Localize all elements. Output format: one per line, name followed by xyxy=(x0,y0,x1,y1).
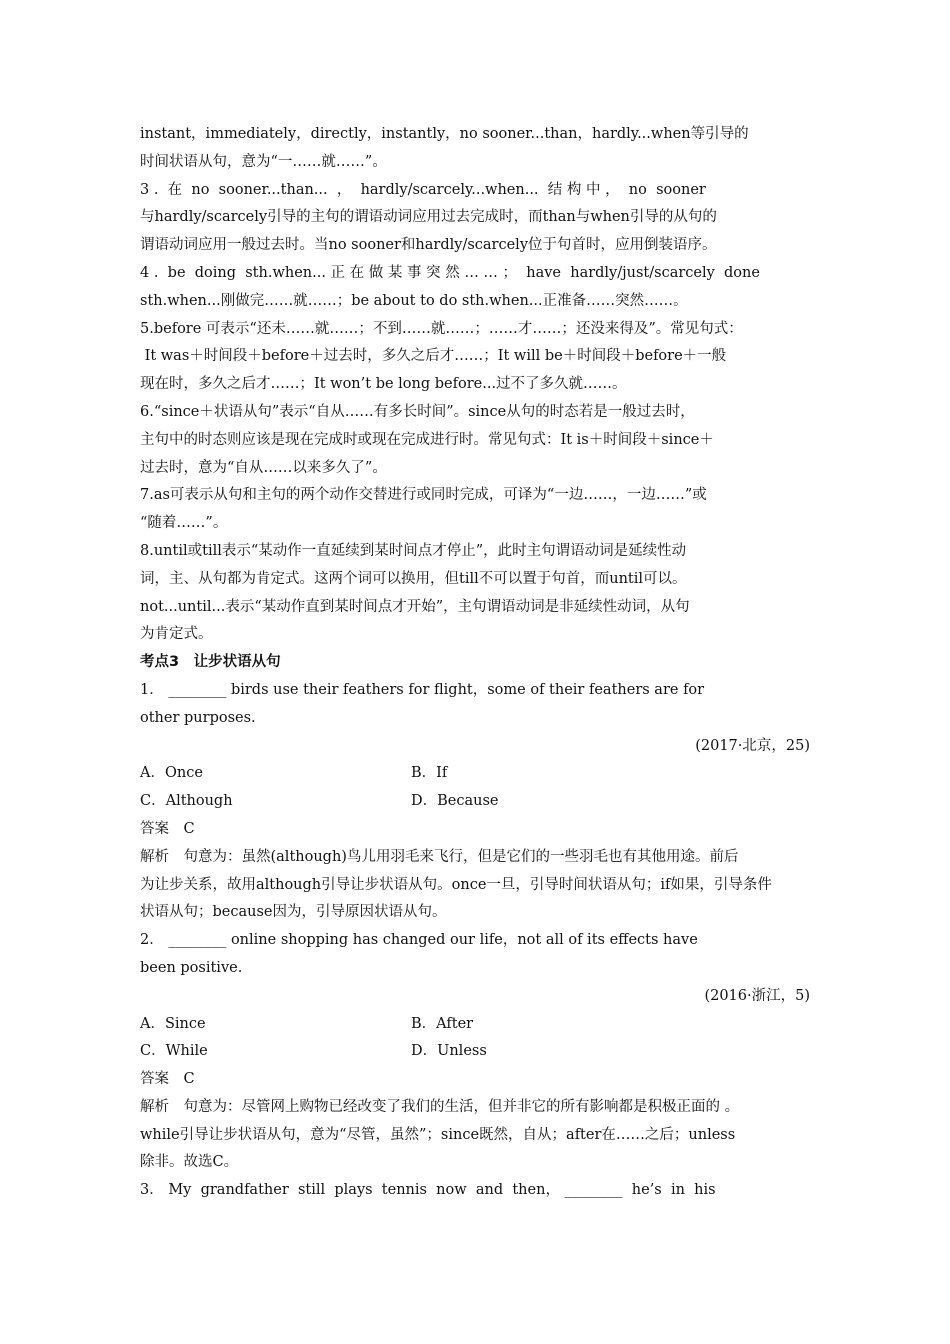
option-c: C．Although xyxy=(140,793,233,810)
question-stem: 1． ________ birds use their feathers for flight，some of their feathers are for xyxy=(140,681,705,698)
question-stem: been positive. xyxy=(140,959,243,976)
question-stem: other purposes. xyxy=(140,709,256,726)
text-line: 与hardly/scarcely引导的主句的谓语动词应用过去完成时，而than与when引导的从句的 xyxy=(140,209,717,226)
text-line: not...until...表示“某动作直到某时间点才开始”，主句谓语动词是非延续性动词，从句 xyxy=(140,598,690,615)
text-line: 7.as可表示从句和主句的两个动作交替进行或同时完成，可译为“一边……，一边……”或 xyxy=(140,487,707,504)
analysis: while引导让步状语从句，意为“尽管，虽然”；since既然，自从；after在……之后；unless xyxy=(140,1126,736,1143)
option-b: B．After xyxy=(411,1015,474,1032)
text-line: 现在时，多久之后才……；It won’t be long before...过不了多久就……。 xyxy=(140,376,627,393)
text-line: 5.before 可表示“还未……就……；不到……就……；……才……；还没来得及”。常见句式： xyxy=(140,320,743,337)
question-3 xyxy=(140,1177,810,1205)
text-line: 主句中的时态则应该是现在完成时或现在完成进行时。常见句式：It is＋时间段＋since＋ xyxy=(140,431,714,448)
question-source: (2017·北京，25) xyxy=(695,737,810,754)
text-line: instant，immediately，directly，instantly，no sooner...than，hardly...when等引导的 xyxy=(140,126,749,142)
text-line: 4 . be doing sth.when... 正 在 做 某 事 突 然 … … ； have hardly/just/scarcely done xyxy=(140,264,760,281)
option-c: C．While xyxy=(140,1043,208,1060)
analysis: 解析 句意为：虽然(although)鸟儿用羽毛来飞行，但是它们的一些羽毛也有其他用途。前后 xyxy=(140,848,739,865)
text-line: 时间状语从句，意为“一……就……”。 xyxy=(140,153,387,170)
question-1 xyxy=(140,677,810,927)
options-row xyxy=(140,1038,810,1066)
question-2 xyxy=(140,927,810,1177)
analysis: 状语从句；because因为，引导原因状语从句。 xyxy=(140,904,447,921)
text-line: 谓语动词应用一般过去时。当no sooner和hardly/scarcely位于句首时，应用倒装语序。 xyxy=(140,237,717,254)
text-line: 词，主、从句都为肯定式。这两个词可以换用，但till不可以置于句首，而until可以。 xyxy=(140,570,687,587)
answer: 答案 C xyxy=(140,820,195,837)
text-line: “随着……”。 xyxy=(140,515,228,532)
text-line: 为肯定式。 xyxy=(140,626,213,643)
option-d: D．Because xyxy=(411,793,499,810)
analysis: 解析 句意为：尽管网上购物已经改变了我们的生活，但并非它的所有影响都是积极正面的 。 xyxy=(140,1098,740,1115)
question-stem: 3． My grandfather still plays tennis now and then， ________ he’s in his xyxy=(140,1182,716,1199)
question-stem: 2． ________ online shopping has changed our life，not all of its effects have xyxy=(140,932,698,949)
text-line: sth.when...刚做完……就……；be about to do sth.when...正准备……突然……。 xyxy=(140,292,688,309)
option-a: A．Once xyxy=(140,765,203,782)
options-row xyxy=(140,788,810,816)
question-source: (2016·浙江，5) xyxy=(704,987,810,1004)
options-row xyxy=(140,1011,810,1039)
text-line: 过去时，意为“自从……以来多久了”。 xyxy=(140,459,387,476)
text-line: 8.until或till表示“某动作一直延续到某时间点才停止”，此时主句谓语动词是延续性动 xyxy=(140,542,687,559)
analysis: 为让步关系，故用although引导让步状语从句。once一旦，引导时间状语从句；if如果，引导条件 xyxy=(140,876,772,893)
section-title: 考点3 让步状语从句 xyxy=(140,654,281,671)
option-d: D．Unless xyxy=(411,1043,487,1060)
option-a: A．Since xyxy=(140,1015,206,1032)
text-line: 3 . 在 no sooner...than... ， hardly/scarcely...when... 结 构 中 ， no sooner xyxy=(140,181,706,198)
option-b: B．If xyxy=(411,765,448,782)
answer: 答案 C xyxy=(140,1071,195,1088)
analysis: 除非。故选C。 xyxy=(140,1154,239,1171)
text-line: 6.“since＋状语从句”表示“自从……有多长时间”。since从句的时态若是一般过去时， xyxy=(140,403,695,420)
document-page xyxy=(140,121,810,1205)
text-line: It was＋时间段＋before＋过去时，多久之后才……；It will be＋时间段＋before＋一般 xyxy=(140,348,727,365)
options-row xyxy=(140,760,810,788)
